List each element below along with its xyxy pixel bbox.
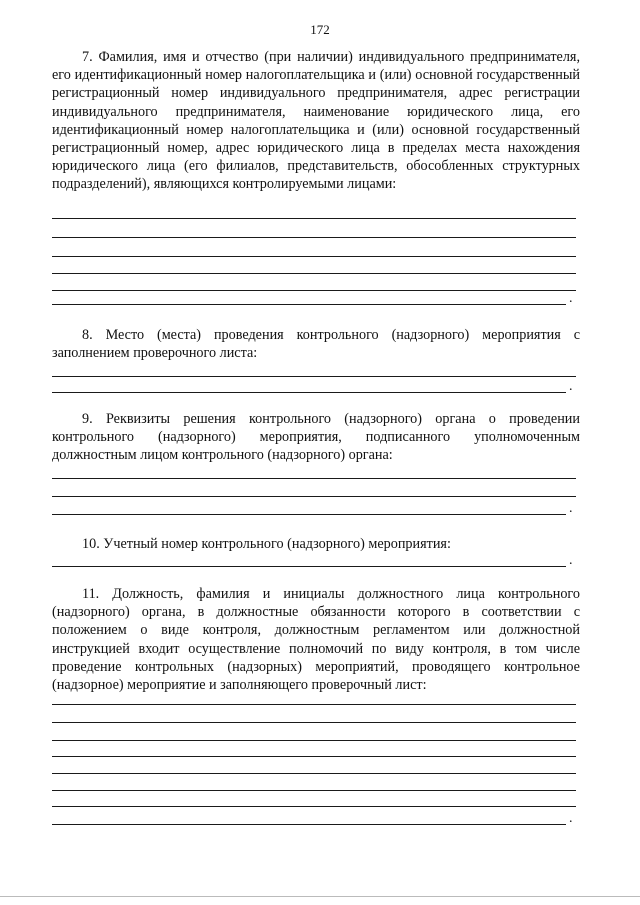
fill-line [52, 790, 576, 791]
fill-line [52, 256, 576, 257]
fill-line [52, 478, 576, 479]
fill-line [52, 740, 576, 741]
section-7-text: 7. Фамилия, имя и отчество (при наличии) индивидуального предпринимателя, его идентификационный номер налогоплательщика и (или) основной государственный регистрационный номер индивидуального предпринимателя, адрес регистрации индивидуального предпринимателя, наименование юридического лица, его идентификационный номер налогоплательщика и (или) основной государственный регистрационный номер, адрес юридического лица в пределах места нахождения юридического лица (его филиалов, представительств, обособленных структурных подразделений), являющихся контролируемыми лицами: [52, 49, 580, 193]
fill-line [52, 722, 576, 723]
fill-line [52, 514, 566, 515]
fill-line [52, 304, 566, 305]
line-end-dot: . [569, 501, 573, 516]
fill-line [52, 566, 566, 567]
page-number: 172 [310, 22, 330, 37]
line-end-dot: . [569, 291, 573, 306]
line-end-dot: . [569, 379, 573, 394]
fill-line [52, 756, 576, 757]
line-end-dot: . [569, 811, 573, 826]
fill-line [52, 773, 576, 774]
fill-line [52, 392, 566, 393]
section-8-text: 8. Место (места) проведения контрольного (надзорного) мероприятия с заполнением проверочного листа: [52, 327, 580, 362]
fill-line [52, 704, 576, 705]
fill-line [52, 237, 576, 238]
fill-line [52, 824, 566, 825]
fill-line [52, 273, 576, 274]
page-bottom-edge [0, 896, 640, 897]
fill-line [52, 376, 576, 377]
fill-line [52, 806, 576, 807]
section-9-text: 9. Реквизиты решения контрольного (надзорного) органа о проведении контрольного (надзорного) мероприятия, подписанного уполномоченным должностным лицом контрольного (надзорного) органа: [52, 411, 580, 464]
line-end-dot: . [569, 553, 573, 568]
fill-line [52, 290, 576, 291]
section-10-text: 10. Учетный номер контрольного (надзорного) мероприятия: [82, 536, 451, 552]
section-11-text: 11. Должность, фамилия и инициалы должностного лица контрольного (надзорного) органа, в должностные обязанности которого в соответствии с положением о виде контроля, должностным регламентом или должностной инструкцией входит осуществление полномочий по виду контроля, в том числе проведение контрольных (надзорных) мероприятий, проводящего контрольное (надзорное) мероприятие и заполняющего проверочный лист: [52, 586, 580, 694]
fill-line [52, 496, 576, 497]
fill-line [52, 218, 576, 219]
